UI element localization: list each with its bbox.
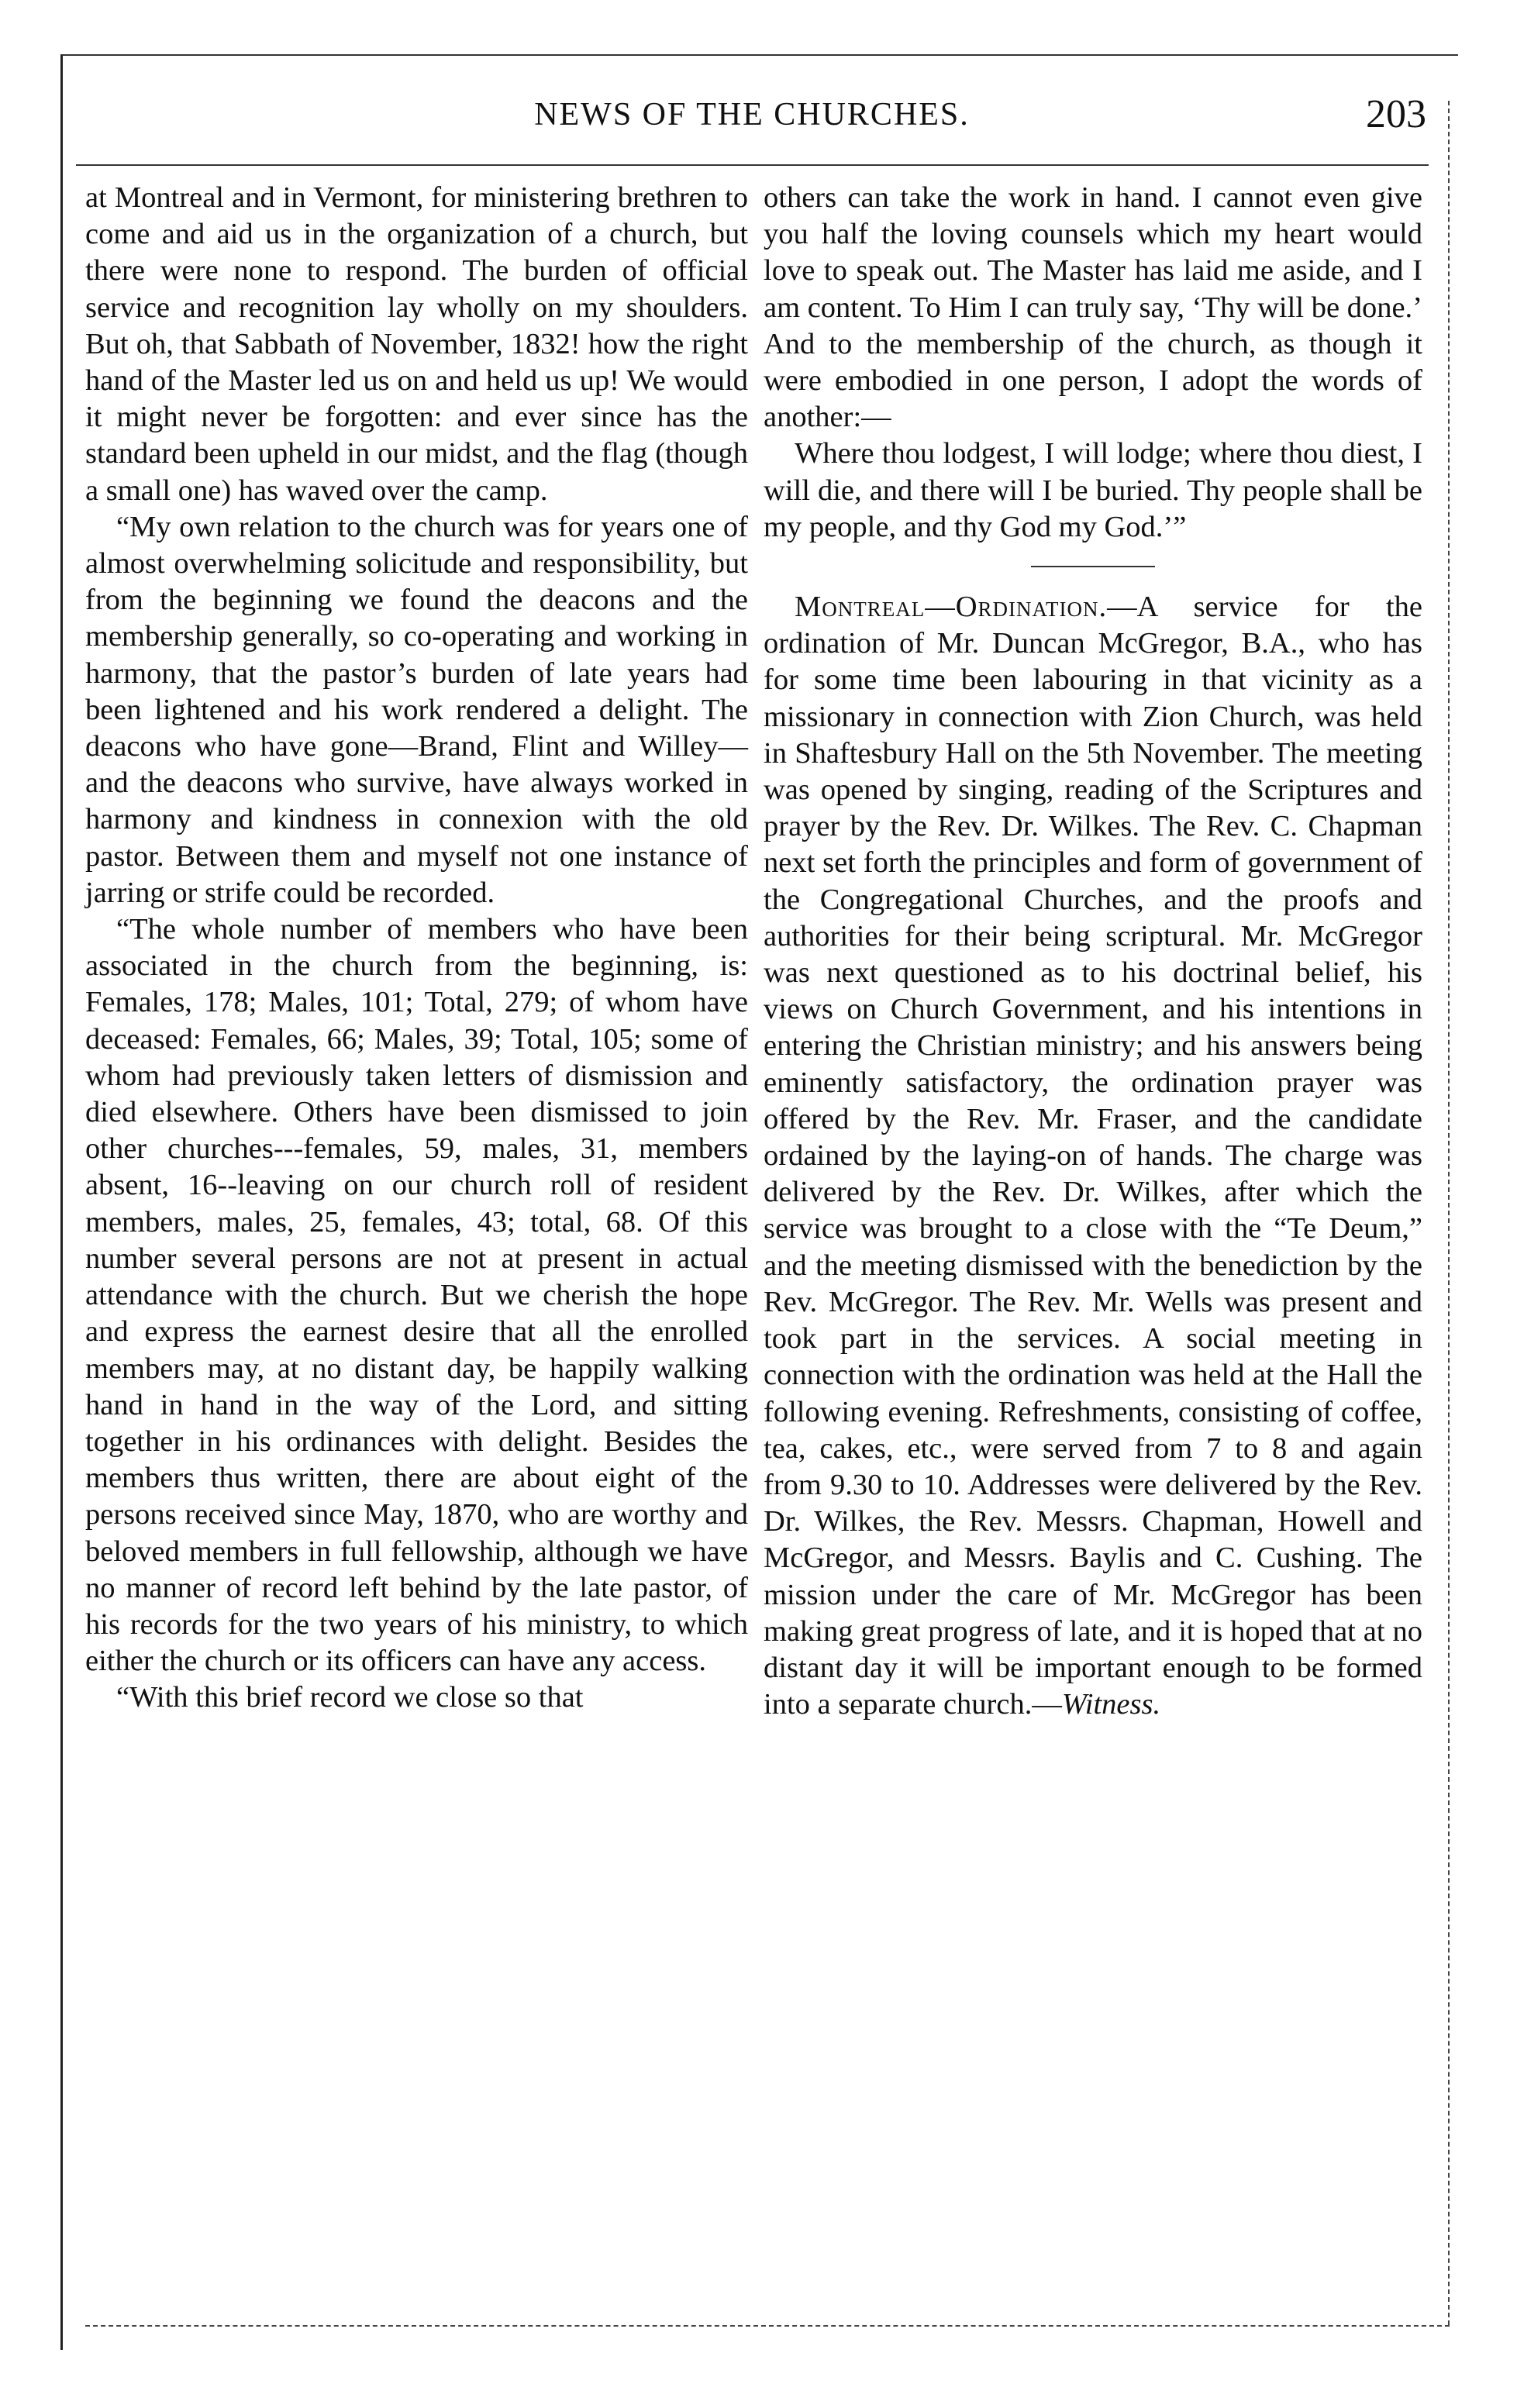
right-column [764, 180, 1422, 1723]
article-heading: Montreal—Ordination. [795, 591, 1108, 624]
paragraph: “The whole number of members who have been associated in the church from the beginning, is: Females, 178; Males, 101; Total, 279; of whom have deceased: Females, 66; Males, 39; Total, 105; some of whom had previously taken letters of dismission and died elsewhere. Others have been dismissed to join other churches---females, 59, males, 31, members absent, 16--leaving on our church roll of resident members, males, 25, females, 43; total, 68. Of this number several persons are not at present in actual attendance with the church. But we cherish the hope and express the earnest desire that all the enrolled members may, at no distant day, be happily walking hand in hand in the way of the Lord, and sitting together in his ordinances with delight. Besides the members thus written, there are about eight of the persons received since May, 1870, who are worthy and beloved members in full fellowship, although we have no manner of record left behind by the late pastor, of his records for the two years of his ministry, to which either the church or its officers can have any access. [85, 913, 748, 1678]
article-montreal-ordination [764, 589, 1422, 1723]
article-source: Witness. [1061, 1688, 1161, 1721]
section-divider [1031, 566, 1155, 567]
paragraph: “My own relation to the church was for years one of almost overwhelming solicitude and responsibility, but from the beginning we found the deacons and the membership generally, so co-operating and working in harmony, that the pastor’s burden of late years had been lightened and his work rendered a delight. The deacons who have gone—Brand, Flint and Willey—and the deacons who survive, have always worked in harmony and kindness in connexion with the old pastor. Between them and myself not one instance of jarring or strife could be recorded. [85, 510, 748, 909]
paragraph: others can take the work in hand. I cannot even give you half the loving counsels which my heart would love to speak out. The Master has laid me aside, and I am content. To Him I can truly say, ‘Thy will be done.’ And to the membership of the church, as though it were embodied in one person, I adopt the words of another:— [764, 181, 1422, 434]
page-number: 203 [1366, 92, 1426, 136]
left-column [85, 180, 748, 1717]
paragraph: at Montreal and in Vermont, for ministering brethren to come and aid us in the organization of a church, but there were none to respond. The burden of official service and recognition lay wholly on my shoulders. But oh, that Sabbath of November, 1832! how the right hand of the Master led us on and held us up! We would it might never be forgotten: and ever since has the standard been upheld in our midst, and the flag (though a small one) has waved over the camp. [85, 181, 748, 507]
quotation: Where thou lodgest, I will lodge; where thou diest, I will die, and there will I be buried. Thy people shall be my people, and thy God my God.’” [764, 437, 1422, 543]
right-margin-rule [1448, 101, 1450, 2325]
header-rule [76, 164, 1429, 166]
article-body: —A service for the ordination of Mr. Duncan McGregor, B.A., who has for some time been labouring in that vicinity as a missionary in connection with Zion Church, was held in Shaftesbury Hall on the 5th November. The meeting was opened by singing, reading of the Scriptures and prayer by the Rev. Dr. Wilkes. The Rev. C. Chapman next set forth the principles and form of government of the Congregational Churches, and the proofs and authorities for their being scriptural. Mr. McGregor was next questioned as to his doctrinal belief, his views on Church Government, and his intentions in entering the Christian ministry; and his answers being eminently satisfactory, the ordination prayer was offered by the Rev. Mr. Fraser, and the candidate ordained by the laying-on of hands. The charge was delivered by the Rev. Dr. Wilkes, after which the service was brought to a close with the “Te Deum,” and the meeting dismissed with the benediction by the Rev. McGregor. The Rev. Mr. Wells was present and took part in the services. A social meeting in connection with the ordination was held at the Hall the following evening. Refreshments, consisting of coffee, tea, cakes, etc., were served from 7 to 8 and again from 9.30 to 10. Addresses were delivered by the Rev. Dr. Wilkes, the Rev. Messrs. Chapman, Howell and McGregor, and Messrs. Baylis and C. Cushing. The mission under the care of Mr. McGregor has been making great progress of late, and it is hoped that at no distant day it will be important enough to be formed into a separate church.— [764, 591, 1422, 1721]
bottom-rule [85, 2325, 1450, 2327]
running-header: NEWS OF THE CHURCHES. [534, 97, 970, 133]
paragraph: “With this brief record we close so that [116, 1681, 584, 1714]
